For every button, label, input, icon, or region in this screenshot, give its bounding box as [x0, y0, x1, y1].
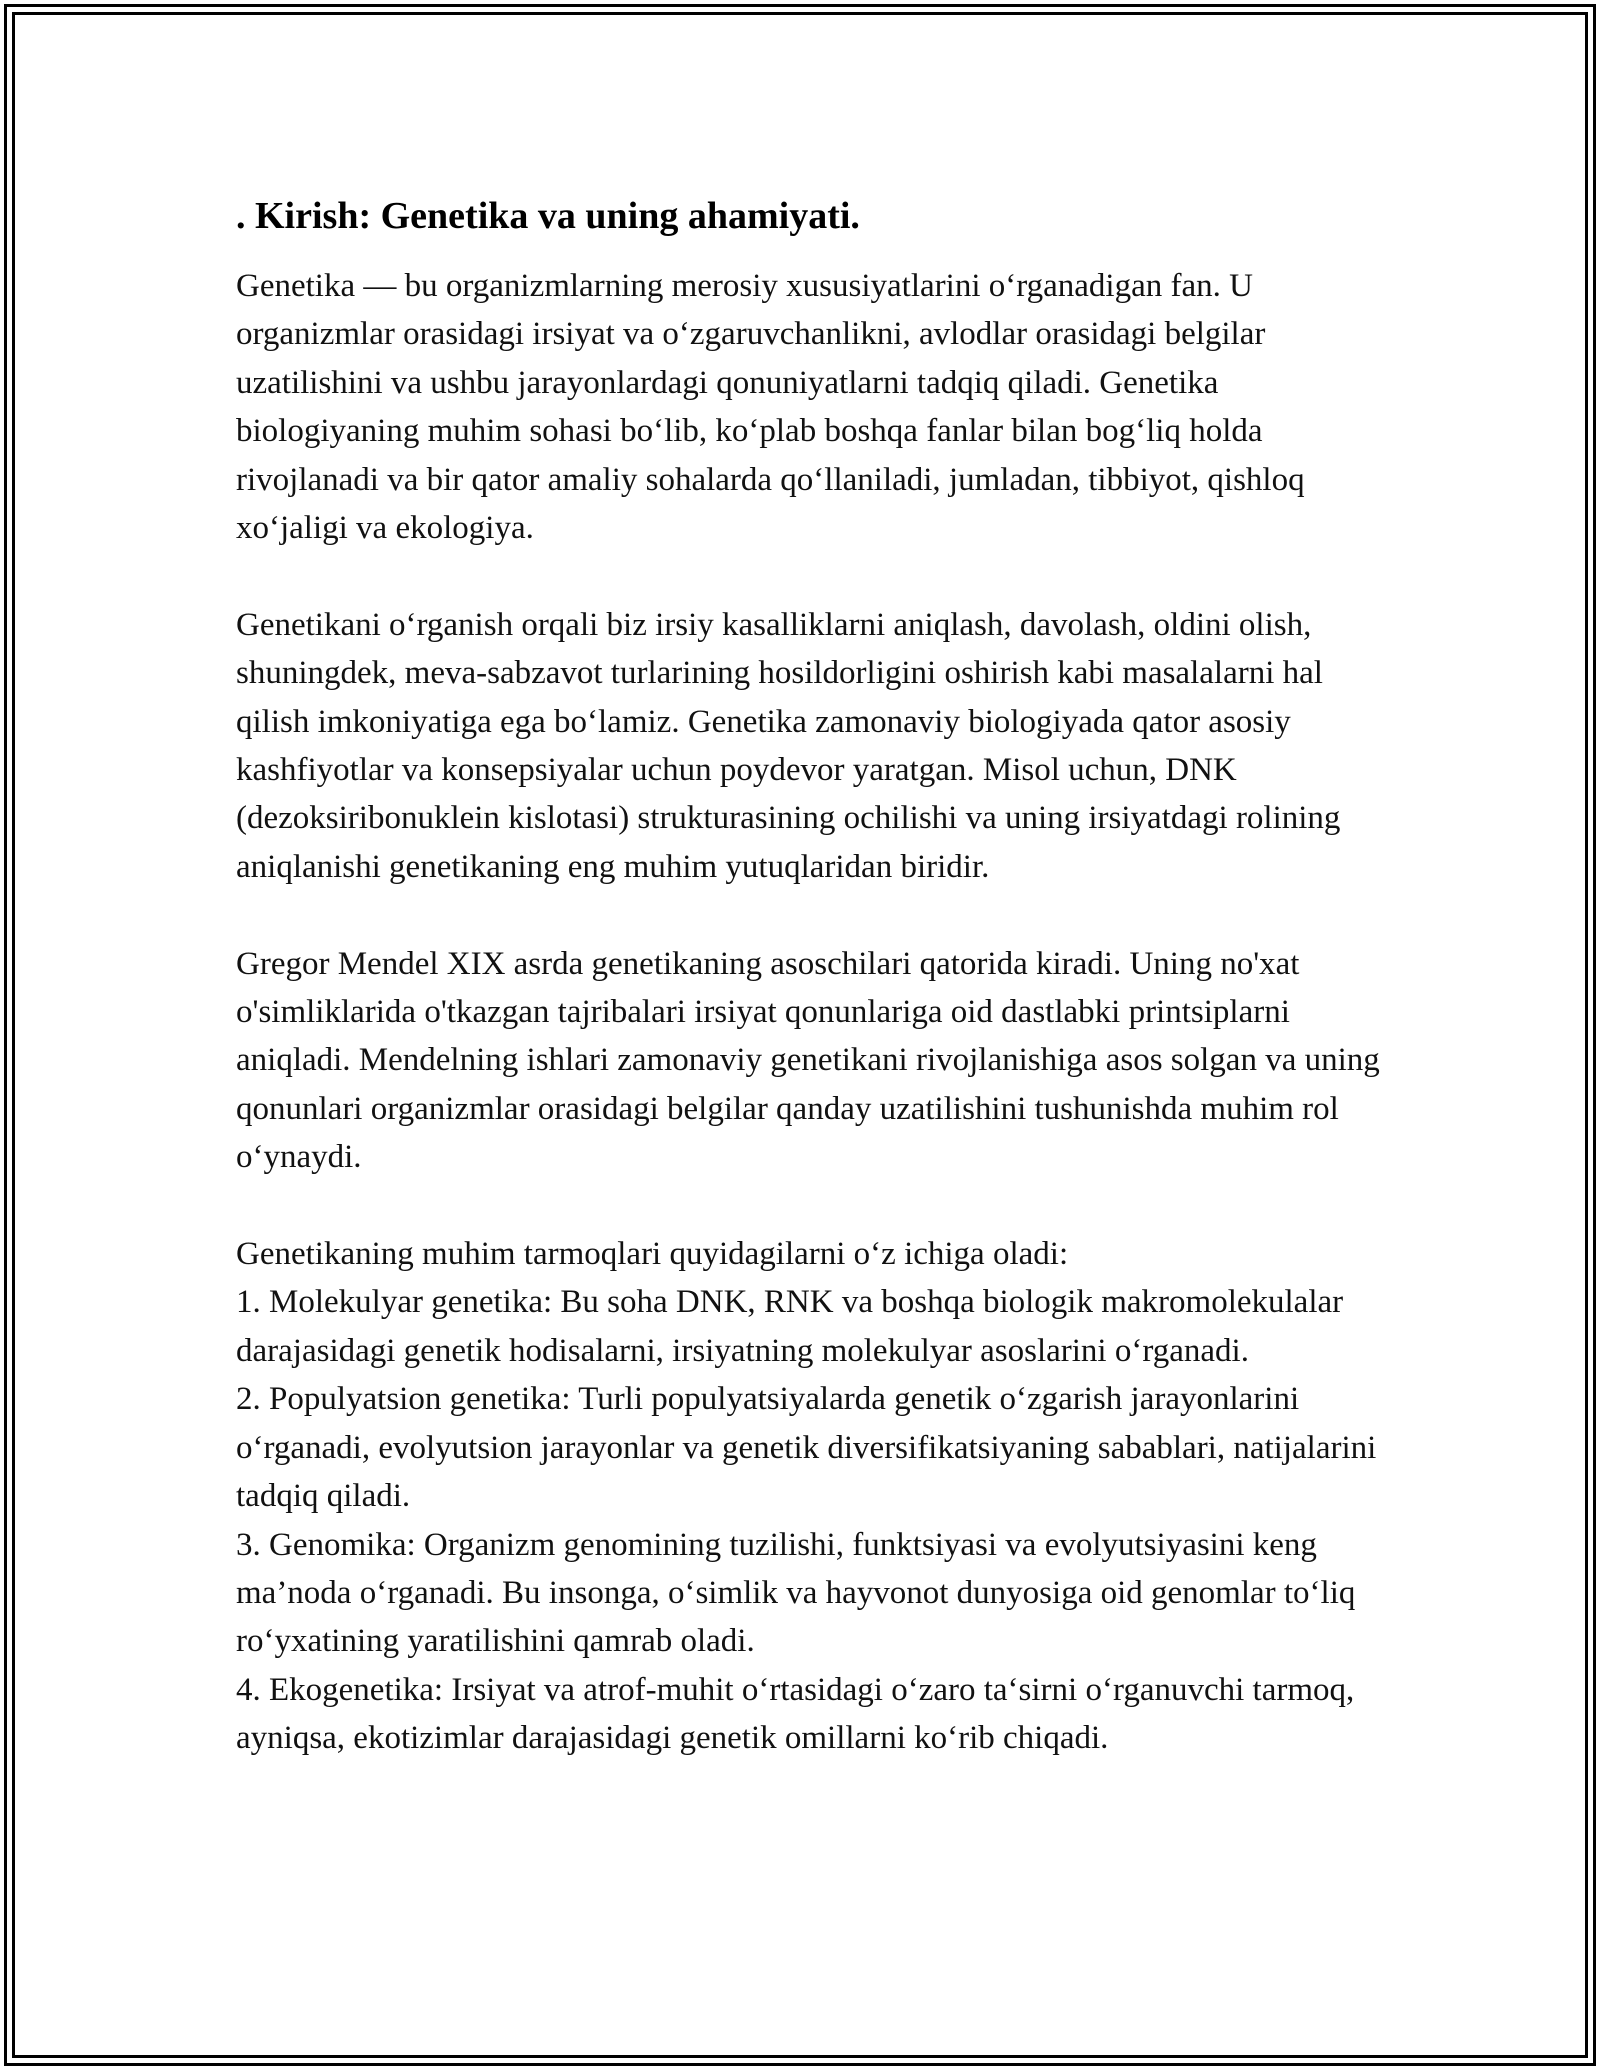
document-title: . Kirish: Genetika va uning ahamiyati.: [236, 195, 860, 237]
paragraph-genetika-importance: Genetikani o‘rganish orqali biz irsiy kasalliklarni aniqlash, davolash, oldini olish, shuningdek, meva-sabzavot turlarining hosildorligini oshirish kabi masalalarni hal qilish imkoniyatiga ega bo‘lamiz. Genetika zamonaviy biologiyada qator asosiy kashfiyotlar va konsepsiyalar uchun poydevor yaratgan. Misol uchun, DNK (dezoksiribonuklein kislotasi) strukturasining ochilishi va uning irsiyatdagi rolining aniqlanishi genetikaning eng muhim yutuqlaridan biridir.: [236, 606, 1341, 885]
document-body: [236, 190, 1396, 1763]
paragraph-gregor-mendel: Gregor Mendel XIX asrda genetikaning asoschilari qatorida kiradi. Uning no'xat o'simliklarida o'tkazgan tajribalari irsiyat qonunlariga oid dastlabki printsiplarni aniqladi. Mendelning ishlari zamonaviy genetikani rivojlanishiga asos solgan va uning qonunlari organizmlar orasidagi belgilar qanday uzatilishini tushunishda muhim rol o‘ynaydi.: [236, 945, 1380, 1176]
list-item: 3. Genomika: Organizm genomining tuzilishi, funktsiyasi va evolyutsiyasini keng ma’noda o‘rganadi. Bu insonga, o‘simlik va hayvonot dunyosiga oid genomlar to‘liq ro‘yxatining yaratilishini qamrab oladi.: [236, 1526, 1356, 1660]
paragraph-genetika-definition: Genetika — bu organizmlarning merosiy xususiyatlarini o‘rganadigan fan. U organizmlar orasidagi irsiyat va o‘zgaruvchanlikni, avlodlar orasidagi belgilar uzatilishini va ushbu jarayonlardagi qonuniyatlarni tadqiq qiladi. Genetika biologiyaning muhim sohasi bo‘lib, ko‘plab boshqa fanlar bilan bog‘liq holda rivojlanadi va bir qator amaliy sohalarda qo‘llaniladi, jumladan, tibbiyot, qishloq xo‘jaligi va ekologiya.: [236, 268, 1305, 547]
branches-list-intro: Genetikaning muhim tarmoqlari quyidagilarni o‘z ichiga oladi:: [236, 1236, 1069, 1273]
list-item: 4. Ekogenetika: Irsiyat va atrof-muhit o‘rtasidagi o‘zaro ta‘sirni o‘rganuvchi tarmoq, ayniqsa, ekotizimlar darajasidagi genetik omillarni ko‘rib chiqadi.: [236, 1671, 1355, 1757]
genetics-branches-list: [236, 1278, 1396, 1762]
list-item: 2. Populyatsion genetika: Turli populyatsiyalarda genetik o‘zgarish jarayonlarini o‘rganadi, evolyutsion jarayonlar va genetik diversifikatsiyaning sabablari, natijalarini tadqiq qiladi.: [236, 1381, 1377, 1515]
list-item: 1. Molekulyar genetika: Bu soha DNK, RNK va boshqa biologik makromolekulalar darajasidagi genetik hodisalarni, irsiyatning molekulyar asoslarini o‘rganadi.: [236, 1284, 1344, 1369]
